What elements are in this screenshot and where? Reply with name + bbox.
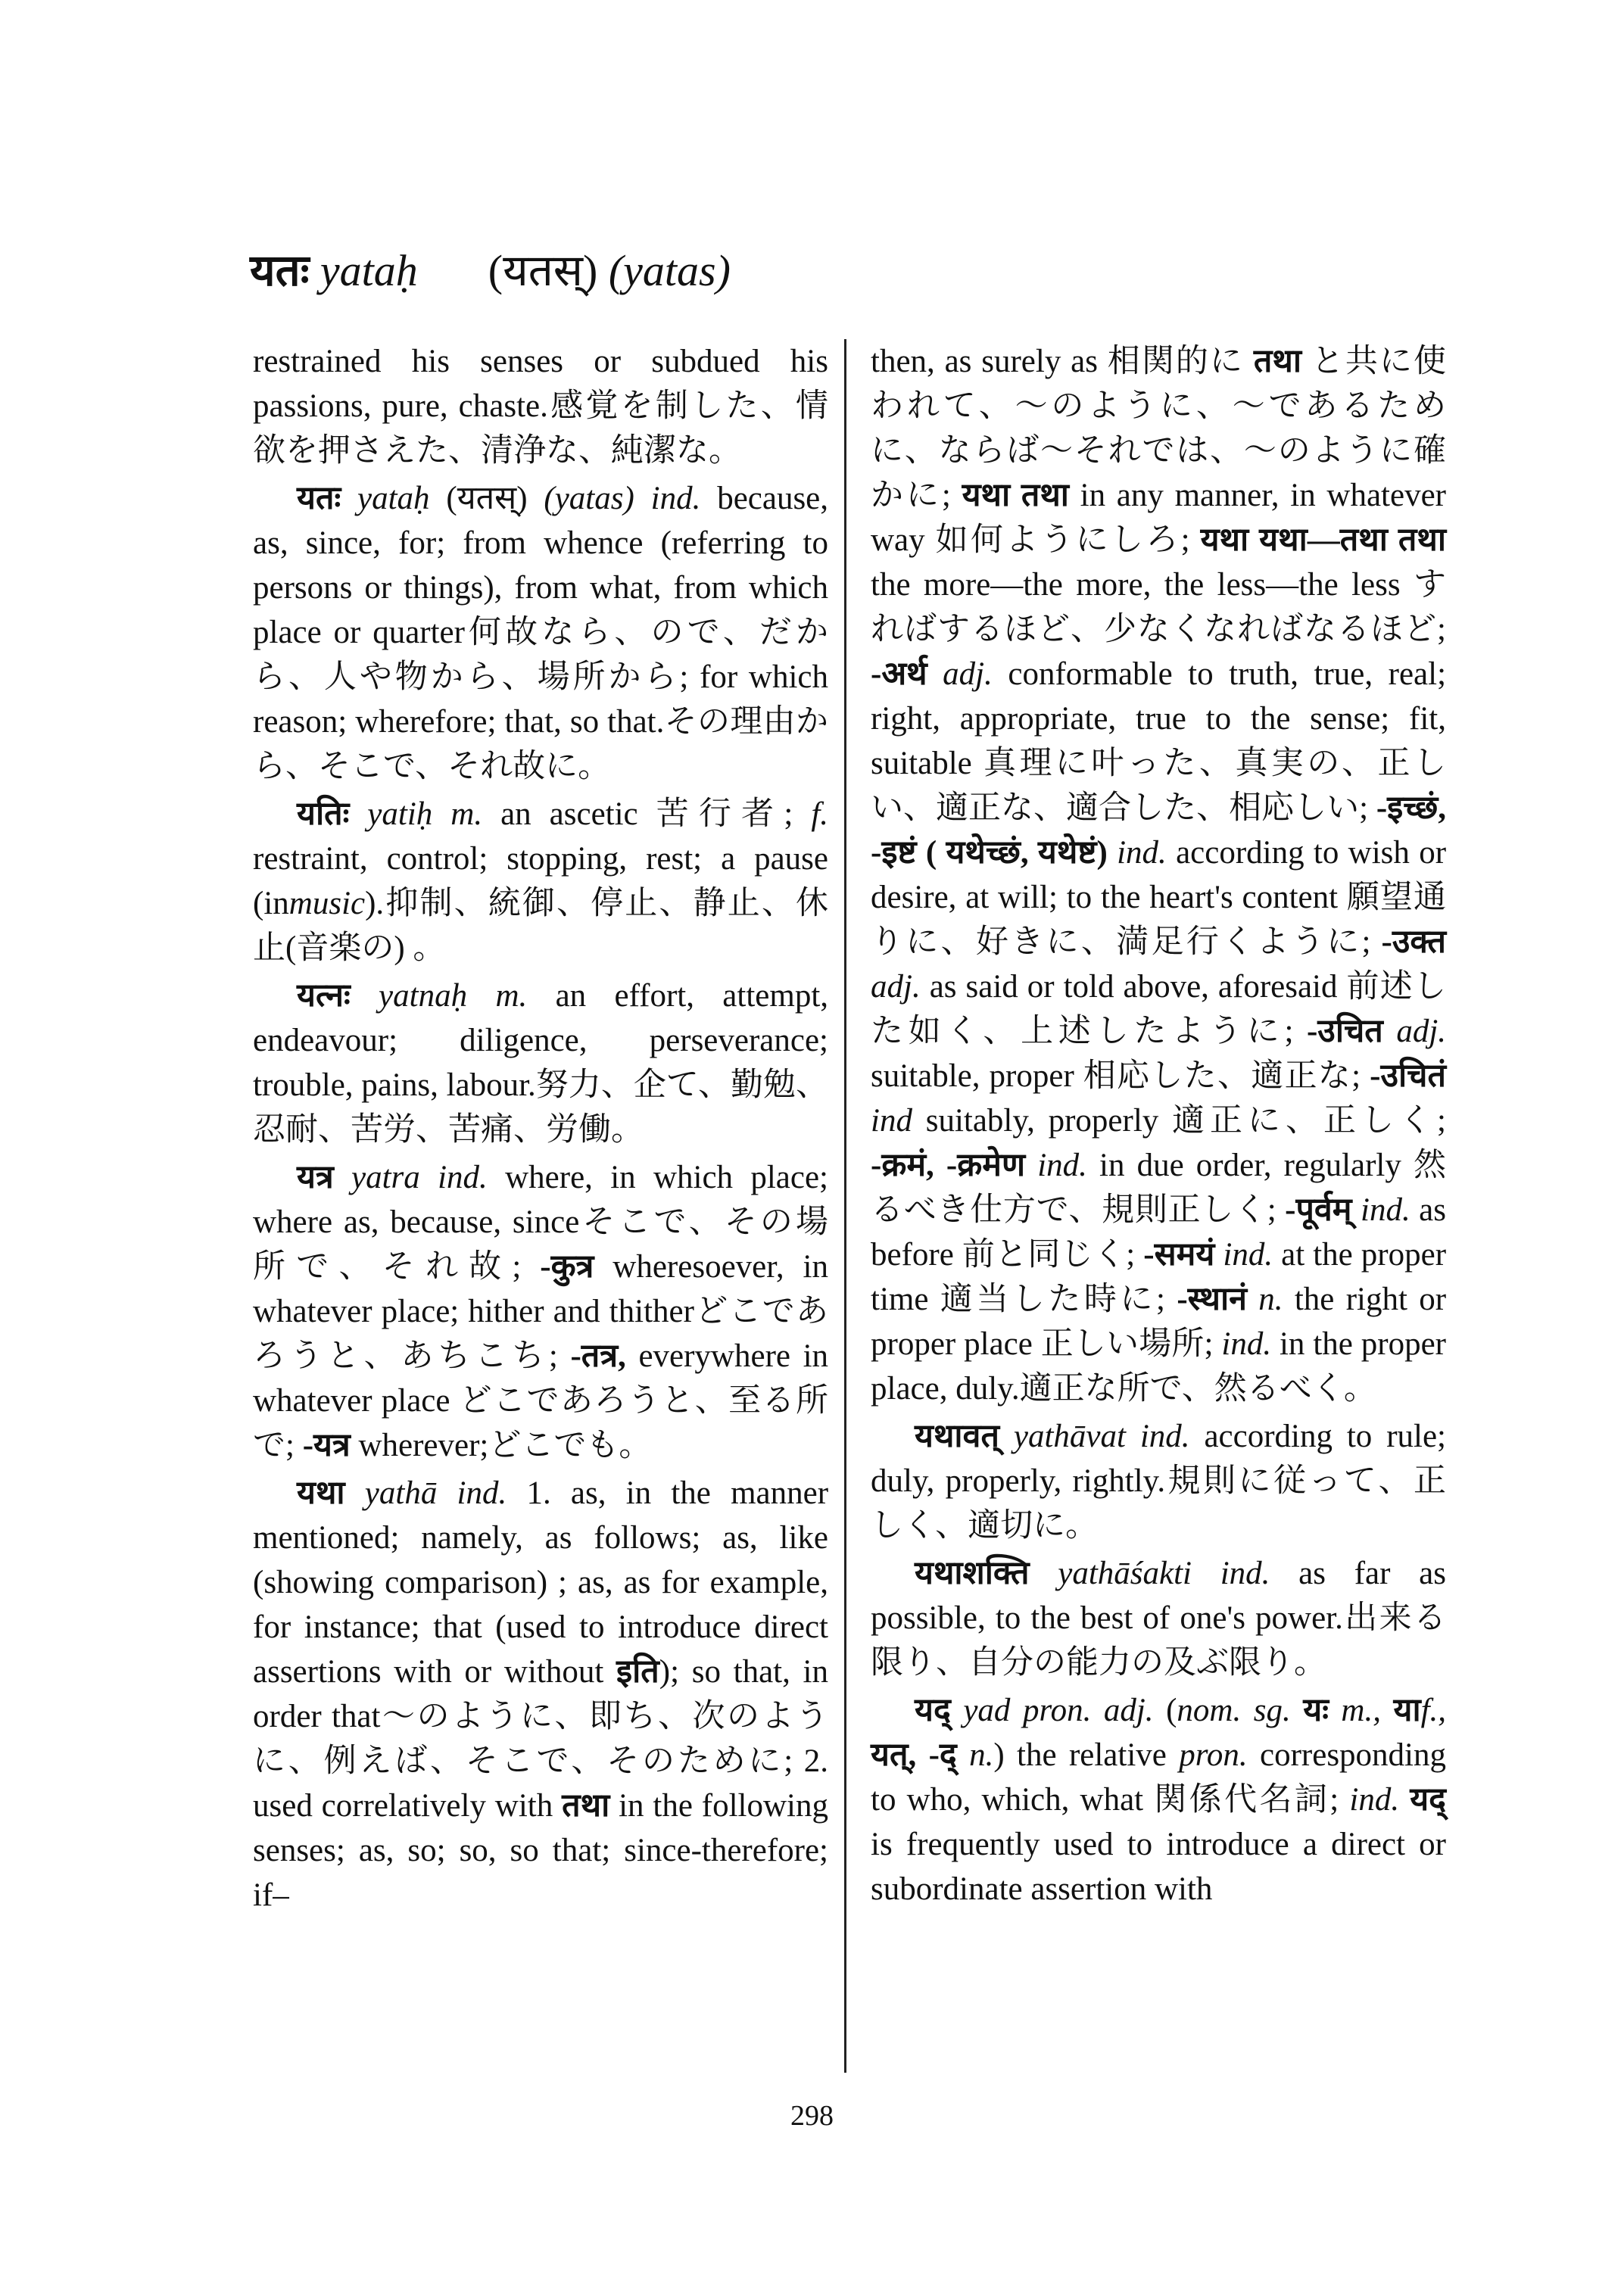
entry-yathasakti	[871, 1551, 1446, 1685]
usage-label: music	[288, 886, 366, 921]
compound-devanagari: -इच्छं, -इष्टं	[871, 790, 1447, 871]
grammar-label: ind.	[1220, 1556, 1270, 1591]
grammar-label: adj.	[871, 969, 921, 1005]
inline-devanagari: यद्	[1410, 1782, 1447, 1818]
left-column	[253, 339, 828, 1921]
entry-text: as before 前と同じく;	[871, 1192, 1446, 1273]
entry-yatha	[253, 1471, 828, 1918]
headword-romanized: yathāvat	[1013, 1419, 1126, 1454]
entry-text: then, as surely as 相関的に	[871, 344, 1245, 379]
grammar-label: ind	[871, 1103, 912, 1139]
entry-text: the more—the more, the less—the less すればするほど、少なくなればなるほど;	[871, 567, 1446, 647]
entry-text: where, in which place; where as, because, sinceそこで、その場所で、それ故;	[253, 1160, 829, 1285]
entry-continuation	[253, 339, 828, 473]
grammar-label: ind.	[1361, 1192, 1410, 1228]
entry-text: in the following senses; as, so; so, so that; since-therefore; if–	[253, 1788, 828, 1913]
entry-yatnah	[253, 974, 828, 1152]
grammar-label: ind.	[1037, 1148, 1087, 1183]
compound-devanagari: -तत्र,	[570, 1338, 626, 1374]
grammar-label: ind.	[457, 1475, 507, 1511]
compound-devanagari: यथा यथा—तथा तथा	[1200, 522, 1447, 558]
entry-text: ) the relative	[993, 1737, 1167, 1773]
compound-devanagari: -उक्त	[1381, 924, 1446, 960]
grammar-label: adj.	[943, 656, 993, 692]
entry-text: at the proper time 適当した時に;	[871, 1237, 1447, 1317]
header-variant-romanized: (yatas)	[608, 246, 731, 295]
entry-text: is frequently used to introduce a direct or subordinate assertion with	[871, 1827, 1446, 1907]
grammar-label: ind.	[438, 1160, 488, 1195]
grammar-label: f.,	[1420, 1693, 1447, 1728]
paren: (	[1166, 1693, 1177, 1728]
entry-text: as far as possible, to the best of one's power.出来る限り、自分の能力の及ぶ限り。	[871, 1556, 1446, 1681]
compound-devanagari: -कुत्र	[540, 1249, 594, 1285]
entry-text: 1. as, in the manner mentioned; namely, as follows; as, like (showing comparison) ; as, as for example, for instance; that (used to introduce direct assertions with or without	[253, 1475, 829, 1690]
headword-devanagari: यतः	[297, 481, 341, 516]
entry-text: in any manner, in whatever way 如何ようにしろ;	[871, 478, 1446, 558]
entry-text: corresponding to who, which, what 関係代名詞;	[871, 1737, 1447, 1818]
entry-continuation	[871, 339, 1446, 1411]
grammar-label: nom. sg.	[1177, 1693, 1291, 1728]
entry-text: restraint, control; stopping, rest; a pause (in	[253, 841, 828, 921]
entry-text: と共に使われて、〜のように、〜であるために、ならば〜それでは、〜のように確かに;	[871, 344, 1447, 513]
headword-romanized: yatiḥ	[367, 796, 433, 832]
inline-devanagari: इति	[616, 1654, 659, 1690]
headword-romanized: yataḥ	[357, 481, 430, 516]
grammar-label: ind.	[1221, 1326, 1272, 1362]
headword-romanized: yatnaḥ	[379, 978, 468, 1014]
entry-text: ); so that, in order that〜のように、即ち、次のように、例えば、そこで、そのために; 2. used correlatively with	[253, 1654, 828, 1824]
entry-text: suitably, properly 適正に、正しく;	[925, 1103, 1446, 1139]
headword-devanagari: यत्र	[297, 1160, 334, 1195]
entry-text: in due order, regularly 然るべき仕方で、規則正しく;	[871, 1148, 1446, 1228]
entry-text: in the proper place, duly.適正な所で、然るべく。	[871, 1326, 1446, 1407]
grammar-label: n.	[1258, 1282, 1283, 1317]
variant-devanagari: (यतस्)	[446, 481, 528, 516]
inline-devanagari: यत्, -द्	[871, 1737, 957, 1773]
entry-text: as said or told above, aforesaid 前述した如く、上述したように;	[871, 969, 1446, 1049]
headword-romanized: yad	[963, 1693, 1011, 1728]
grammar-label: ind.	[1117, 835, 1167, 871]
entry-text: according to rule; duly, properly, rightly.規則に従って、正しく、適切に。	[871, 1419, 1446, 1544]
variant-romanized: (yatas)	[544, 481, 634, 516]
grammar-label: pron. adj.	[1022, 1693, 1154, 1728]
grammar-label: n.	[969, 1737, 994, 1773]
entry-yatah	[253, 476, 828, 789]
headword-devanagari: यथा	[297, 1475, 345, 1511]
entry-yatih	[253, 792, 828, 970]
column-divider	[844, 339, 846, 2073]
entry-text: ).抑制、統御、停止、静止、休止(音楽の) 。	[253, 886, 828, 966]
headword-romanized: yathāśakti	[1058, 1556, 1192, 1591]
compound-devanagari: -स्थानं	[1177, 1282, 1247, 1317]
entry-text: wheresoever, in whatever place; hither and thitherどこであろうと、あちこち;	[253, 1249, 828, 1374]
headword-devanagari: यथावत्	[915, 1419, 999, 1454]
grammar-label: m.,	[1341, 1693, 1381, 1728]
grammar-label: ind.	[1349, 1782, 1400, 1818]
headword-romanized: yathā	[364, 1475, 438, 1511]
grammar-label: ind.	[1139, 1419, 1190, 1454]
running-header	[250, 241, 731, 301]
grammar-label: f.	[811, 796, 829, 832]
right-column	[871, 339, 1446, 1914]
page-number: 298	[790, 2100, 834, 2132]
entry-yad	[871, 1688, 1446, 1911]
entry-text: restrained his senses or subdued his passions, pure, chaste.感覚を制した、情欲を押さえた、清浄な、純潔な。	[253, 344, 828, 469]
entry-text: an effort, attempt, endeavour; diligence, perseverance; trouble, pains, labour.努力、企て、勤勉、忍耐、苦労、苦痛、労働。	[253, 978, 829, 1148]
entry-yathavat	[871, 1414, 1446, 1548]
entry-yatra	[253, 1155, 828, 1468]
grammar-label: m.	[450, 796, 483, 832]
headword-devanagari: यद्	[915, 1693, 951, 1728]
entry-text: suitable, proper 相応した、適正な;	[871, 1058, 1361, 1094]
headword-devanagari: यथाशक्ति	[915, 1556, 1030, 1591]
inline-devanagari: यः	[1303, 1693, 1329, 1728]
compound-devanagari: ( यथेच्छं, यथेष्टं)	[925, 835, 1108, 871]
header-headword-romanized: yataḥ	[320, 246, 418, 295]
compound-devanagari: -अर्थ	[871, 656, 927, 692]
grammar-label: ind.	[650, 481, 701, 516]
headword-devanagari: यत्नः	[297, 978, 351, 1014]
entry-text: conformable to truth, true, real; right, appropriate, true to the sense; fit, suitable 真理に叶った、真実の、正しい、適正な、適合した、相応しい;	[871, 656, 1447, 826]
entry-text: because, as, since, for; from whence (referring to persons or things), from what, from which place or quarter何故なら、ので、だから、人や物から、場所から; for which reason; wherefore; that, so that.その理由から、そこで、それ故に。	[253, 481, 829, 784]
headword-devanagari: यतिः	[297, 796, 350, 832]
entry-text: everywhere in whatever place どこであろうと、至る所で;	[253, 1338, 829, 1463]
headword-romanized: yatra	[351, 1160, 420, 1195]
compound-devanagari: -उचित	[1306, 1014, 1383, 1049]
compound-devanagari: -क्रमं, -क्रमेण	[871, 1148, 1026, 1183]
grammar-label: m.	[495, 978, 528, 1014]
grammar-label: pron.	[1179, 1737, 1248, 1773]
inline-devanagari: या	[1393, 1693, 1421, 1728]
compound-devanagari: -उचितं	[1370, 1058, 1446, 1094]
entry-text: the right or proper place 正しい場所;	[871, 1282, 1447, 1362]
compound-devanagari: -पूर्वम्	[1285, 1192, 1352, 1228]
header-variant-devanagari: (यतस्)	[488, 246, 598, 295]
header-headword-devanagari: यतः	[250, 246, 310, 295]
inline-devanagari: तथा	[562, 1788, 610, 1824]
inline-devanagari: तथा	[1253, 344, 1301, 379]
grammar-label: ind.	[1223, 1237, 1273, 1273]
entry-text: wherever;どこでも。	[358, 1428, 652, 1463]
entry-text: according to wish or desire, at will; to the heart's content 願望通りに、好きに、満足行くように;	[871, 835, 1447, 960]
compound-devanagari: -समयं	[1143, 1237, 1215, 1273]
compound-devanagari: यथा तथा	[962, 478, 1069, 513]
entry-text: an ascetic 苦行者;	[500, 796, 793, 832]
compound-devanagari: -यत्र	[302, 1428, 351, 1463]
grammar-label: adj.	[1396, 1014, 1447, 1049]
